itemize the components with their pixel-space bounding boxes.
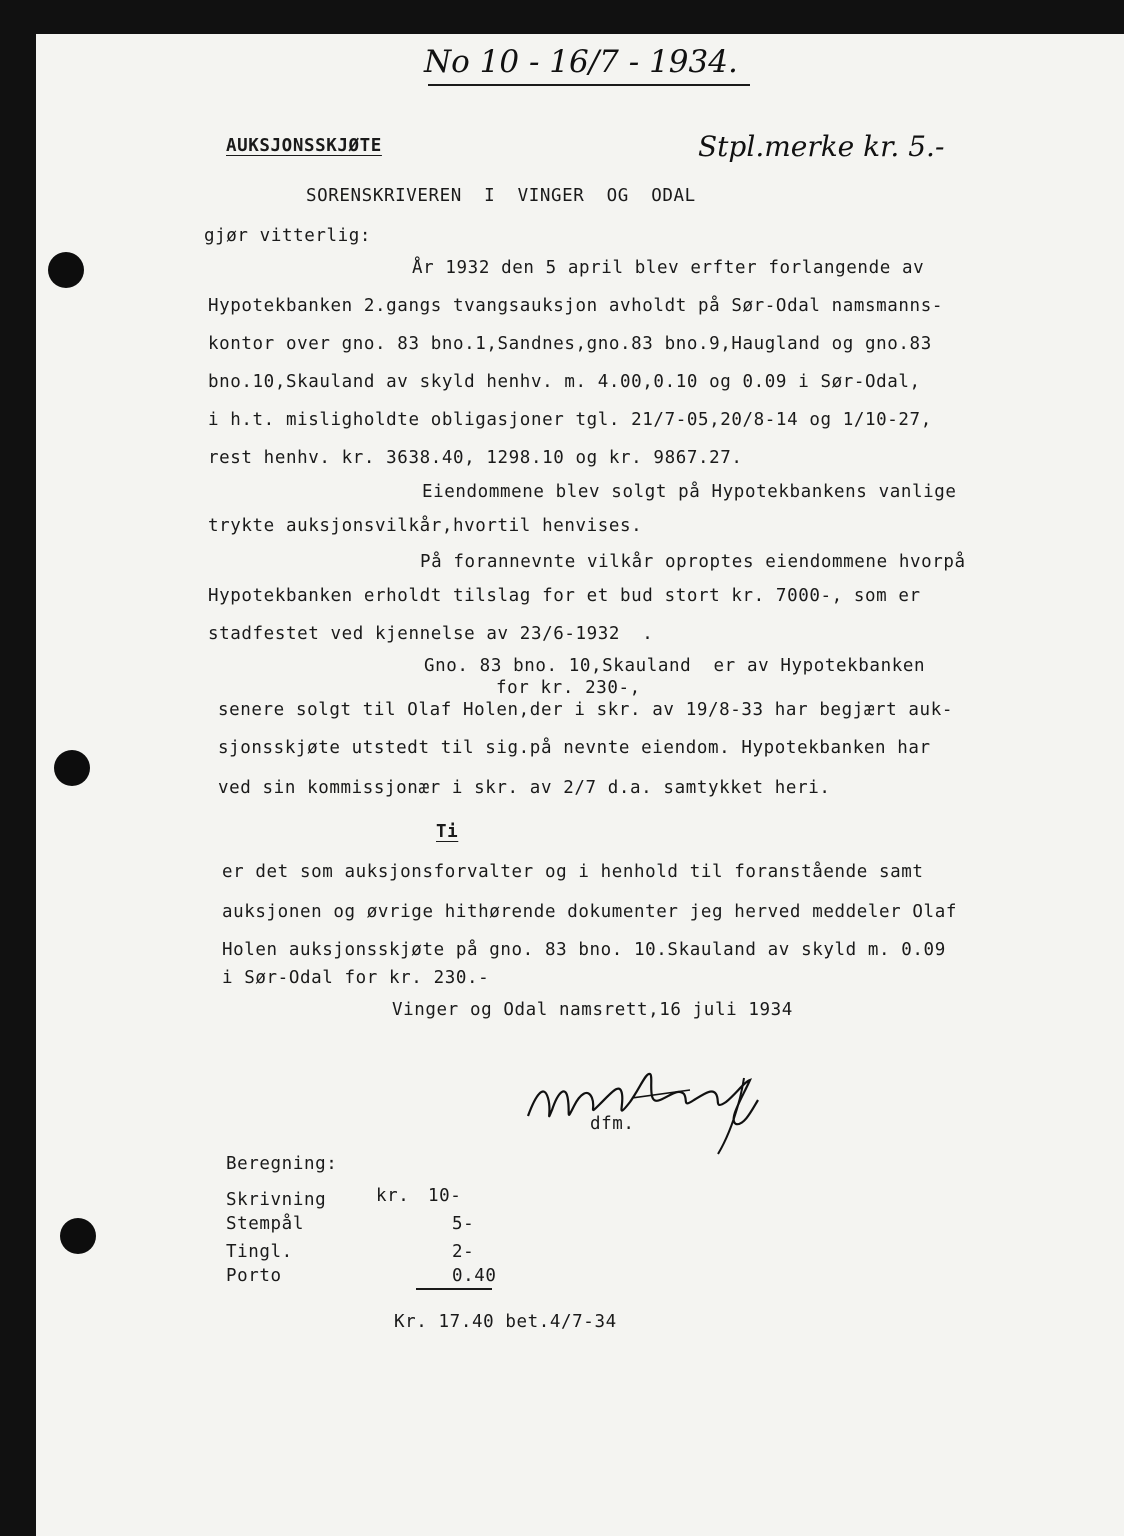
body-line: sjonsskjøte utstedt til sig.på nevnte eiendom. Hypotekbanken har xyxy=(218,738,931,758)
signature-title: dfm. xyxy=(590,1114,635,1134)
fee-amount: 10- xyxy=(428,1186,462,1206)
fee-amount: 5- xyxy=(452,1214,475,1234)
body-line: bno.10,Skauland av skyld henhv. m. 4.00,0.10 og 0.09 i Sør-Odal, xyxy=(208,372,921,392)
body-line: i h.t. misligholdte obligasjoner tgl. 21/7-05,20/8-14 og 1/10-27, xyxy=(208,410,932,430)
conclusion-line: i Sør-Odal for kr. 230.- xyxy=(222,968,490,988)
body-line: Hypotekbanken erholdt tilslag for et bud stort kr. 7000-, som er xyxy=(208,586,921,606)
body-line: senere solgt til Olaf Holen,der i skr. av 19/8-33 har begjært auk- xyxy=(218,700,953,720)
body-line: Gno. 83 bno. 10,Skauland er av Hypotekbanken xyxy=(424,656,926,676)
conclusion-line: er det som auksjonsforvalter og i henhold til foranstående samt xyxy=(222,862,924,882)
body-line: kontor over gno. 83 bno.1,Sandnes,gno.83 bno.9,Haugland og gno.83 xyxy=(208,334,932,354)
punch-hole-bottom xyxy=(60,1218,96,1254)
punch-hole-middle xyxy=(54,750,90,786)
body-line: ved sin kommissjonær i skr. av 2/7 d.a. samtykket heri. xyxy=(218,778,831,798)
body-line: År 1932 den 5 april blev erfter forlangende av xyxy=(412,258,925,278)
fee-label: Skrivning xyxy=(226,1190,327,1210)
fee-amount: 0.40 xyxy=(452,1266,497,1286)
place-date: Vinger og Odal namsrett,16 juli 1934 xyxy=(392,1000,793,1020)
body-line: På forannevnte vilkår oproptes eiendommene hvorpå xyxy=(420,552,966,572)
body-line: stadfestet ved kjennelse av 23/6-1932 . xyxy=(208,624,654,644)
punch-hole-top xyxy=(48,252,84,288)
body-line: Hypotekbanken 2.gangs tvangsauksjon avholdt på Sør-Odal namsmanns- xyxy=(208,296,943,316)
fee-label: Porto xyxy=(226,1266,282,1286)
intro-line: gjør vitterlig: xyxy=(204,226,372,246)
handwritten-signature xyxy=(522,1054,782,1164)
document-number-handwritten: No 10 - 16/7 - 1934. xyxy=(424,44,738,80)
fee-total: Kr. 17.40 bet.4/7-34 xyxy=(394,1312,617,1332)
ti-label: Ti xyxy=(436,822,459,842)
fee-currency: kr. xyxy=(376,1186,410,1206)
beregning-heading: Beregning: xyxy=(226,1154,338,1174)
body-line: for kr. 230-, xyxy=(496,678,641,698)
document-page xyxy=(36,34,1124,1536)
issuer-line: SORENSKRIVEREN I VINGER OG ODAL xyxy=(306,186,696,206)
conclusion-line: auksjonen og øvrige hithørende dokumenter jeg herved meddeler Olaf xyxy=(222,902,957,922)
sum-rule xyxy=(416,1288,492,1290)
stamp-fee-note-handwritten: Stpl.merke kr. 5.- xyxy=(698,130,945,163)
fee-label: Stempål xyxy=(226,1214,304,1234)
fee-amount: 2- xyxy=(452,1242,475,1262)
body-line: rest henhv. kr. 3638.40, 1298.10 og kr. 9867.27. xyxy=(208,448,743,468)
header-underline xyxy=(428,84,750,86)
conclusion-line: Holen auksjonsskjøte på gno. 83 bno. 10.Skauland av skyld m. 0.09 xyxy=(222,940,946,960)
fee-label: Tingl. xyxy=(226,1242,293,1262)
body-line: trykte auksjonsvilkår,hvortil henvises. xyxy=(208,516,643,536)
body-line: Eiendommene blev solgt på Hypotekbankens vanlige xyxy=(422,482,957,502)
document-title: AUKSJONSSKJØTE xyxy=(226,136,382,156)
